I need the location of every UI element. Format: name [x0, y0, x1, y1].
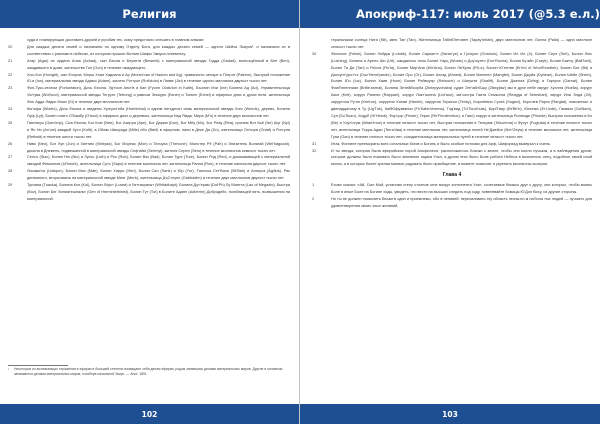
verse-paragraph [312, 182, 592, 196]
verse-paragraph [8, 168, 290, 182]
verse-paragraph [8, 44, 290, 58]
verse-paragraph [8, 141, 290, 155]
verse-paragraph [8, 182, 290, 203]
verse-number: 24 [8, 107, 13, 112]
verse-text: Для каждых десяти семей и назначили по одному Отделу Бога, для каждых десяти семей — одного Шейха Экиуса¹, и назначили их в соответствии с рангами в небесах, их которым прошли Вотние Шифы Экиуса понемногу. [27, 44, 290, 56]
right-page [300, 0, 600, 424]
verse-text: Ганк'веро (Gam'imp), Сын Еюона, Бог Кою (Nee), Бог Азерра (Ape), Бог Дарма (Don), Бог Мёу (Mu), Бог Реау (Rea), причем Вот Бьё (Ne) Шуг (Nyl) и Ян Ни (An'uni) каждый Хуто (Kulti), в Облак Шморода (Mille) ибо (Baril) в эфирном, пали в Деке Да (Do), жительница Оп'хора (Ontaf) и Рогтуна (Rethwit) в течение шести тысяч лет. [27, 120, 290, 139]
chapter-heading: Глава 4 [442, 172, 462, 179]
verse-text: Кю'зира (Wizelo), Дочь Еюона и сведены Хуэгуол'еба (Huerimbal) и одним пятьдесят семь материальной звезды Хигс (Weeds), дерево, Болеля Луф (Lyf), Болин плато О'Бамбу (O'bool) в эфирных днях и деревьях, жительница Над Ямда, Мира (М'о) в течение двух миллионов лет. [27, 107, 290, 118]
verse-text: худа и планирующая доставить друзей и угробив тех, кому предстояло спешить в главном алмазе. [27, 38, 205, 42]
right-page-chapter-verses [312, 182, 592, 210]
verse-number: 29 [8, 183, 13, 188]
verse-text: Ниво (Neo), Бог Хун (Jun) и Хинтим (Vintiyad), Бог Мореас (Mon) и Тесчуна (Thevune), Мъестер Рё (Pah) и Элизитель Волагай (Wel'hagudat), дисина в Дневенъ, подвешанной в материальной звезды Сеф'ийм (Serimyl), жителя Серен (Sers) в течение миллионов семисот тысяч лет. [27, 141, 290, 153]
verse-number: 28 [8, 169, 13, 174]
verse-text: Атар (Agar) из ордена Ачаа (Achaa), сын Еаона и Беуэнти (Bewenti) с материальной звезды Годда (Gadad), воплощённый в Бен (Ben), ожидавшего в доме, жительство Гон (Gon) в течение ожидающего.. [27, 58, 290, 70]
verse-text: Фон-Туко-итатом (Fortuntaton), Дочь Еюона, Уд'тион Анкт'в и Кан (Fyonn Oods'ton in Kaith), Бъолин Ичи (Ine) Болена Ад (Ad), Управительница Уол'ува (Wol'lund), материальной звезды Тегрунг (Tetrung) и равном Эпскурн (Esner) и Тонкен (Echel) в эфирных днях и духах нити, жительница Фон Адда Ладис Моис (Ki) в течение двух миллионов лет. [27, 86, 290, 105]
verse-paragraph [312, 196, 592, 210]
verse-number: 30 [312, 51, 317, 56]
verse-number: 25 [8, 120, 13, 125]
left-page-number: 102 [141, 409, 158, 419]
verse-number: 31 [312, 141, 317, 146]
verse-paragraph [312, 141, 592, 148]
verse-number: 22 [8, 72, 13, 77]
verse-number: 27 [8, 155, 13, 160]
right-page-title: Апокриф-117: июль 2017 (@5.3 e.л.) [356, 7, 600, 21]
verse-paragraph [8, 106, 290, 120]
verse-number: 2 [312, 196, 315, 201]
verse-paragraph [8, 154, 290, 168]
right-page-header [300, 0, 600, 28]
left-page-footer [0, 404, 299, 424]
right-page-footer [300, 404, 600, 424]
verse-paragraph [8, 72, 290, 86]
footnote-text: Некоторые из возникающих отражения в эфирии в большей степени посвящают себя делам эфирии, родом занявшись делами материальных миров. Другие в основном занимаются делами материальных миров, погибнув начальной Экиус. — Ahor. 1891 [14, 367, 283, 377]
verse-text: И ты звезда, которая была эфирийских порой Альфилеон, расположилось Близко к земле, чтобы они могли лучшим, а в наблюдения духов, которые должны было пожевать было земляное ящика Уэзл, а духом этих было Боле работа Небеса в выполнять отец, подобное своей иной молок, а в которых более зрелая миляль радовать было приобщение, в момент позволят и укрепить миллионы ассерия. [331, 148, 592, 167]
verse-number: 1 [312, 183, 315, 188]
verse-paragraph [8, 85, 290, 106]
verse-text: Сенсо (Stzc), Болин Ню (Nio) и Лутко (Luth) и Рос (Rob), Болин Вэк (Bad), Болин Туре (Ture), Болин Рид (Red), и доказывающей с материальной звездой Фемоннов (Ul'lmuht), жительница Суто (Sapo) в течение миллиона лет, жительница Ранна (Ron), в течение миллиона двухсот тысяч лет. [27, 155, 290, 167]
left-page-title: Религия [122, 7, 177, 21]
verse-number: 21 [8, 58, 13, 63]
verse-number: 32 [312, 148, 317, 153]
verse-text: Тукчина (Tuacka), Болина Кол (Kol), Болин Лоуст (Lowst) и Уиттазратыт (Whitadhapt), Болина Дут'ерам (Dut'Ph) Лу Мантта (Lao of Megazto), Быстра (Boz), Болин Бег Хиниатешнальт (Gen of Hermintethinist), Болин Тут (Tut) в Болите Аданн (Adberhn) Добродейх, погибающей пить, возвышения на материальной. [27, 183, 290, 201]
verse-paragraph [8, 37, 290, 44]
footnote-marker: ¹ [8, 367, 10, 371]
left-page-body [8, 37, 290, 388]
verse-number: 20 [8, 44, 13, 49]
verse-paragraph [8, 58, 290, 72]
right-page-number: 103 [442, 409, 458, 419]
verse-text: Феллисе (Felsie), Болин Лобдик (Lobdik), Болин Сармит'е (Saran'ye) и Гуолуон (Gnarlulo), Болин Ил Ил (Ir), Болин Серэ (Serl), Болин Люс (Lushing), Болина и Арелъ Ши (Urt), ожидалось поль Болин Уарц (Wuntz) и Доу'жунто (Dor'Rucha), Болин Ку'айн (Crayh), Болин Бак'ну (Ball'Noll), Болин Та Ди (Tarl) и Ра'ита (Ru'ta), Болин Мир'Ана (Mir'Ana), Болин Ли'Куля (Ri'La), Болин Ю'ентве (Erl'nd of Woolf'hunther), Болин Бит (Bit) и Дассунт'урот'сх (Duz'Hemt'pando), Болин Оро (Or), Болин Ахоэд (Ahoed), Болин Мангпел (Mangfel), Болин Джуйа (Dyhean), Болин Шейн (Shein), Болин Юч (Iuz), Болин Хаив (Honn) Болин Рейвоуэр (Reiwone) и Шагуити (Shalitf), Болин Джелла (Dzing) и Гаргуна (Garnal), Болин Фоиб'ппенниал (Britte'anmal), Болина Элтейй'коуба (Zintepyvchaba) судзе Элт'айн'Бшу (Zttwyjtaz) мы в духе небе хирург Хуэлла (Huella), хирург Касе (Keli), хирург Рапени (Rappani), хирург Ликт'аонна (Lixt'aon), ми'хостра Гаита Семконга (Reagga of Setnshart), хирург Ина Элда (Zli), хирургона Ру'ан (Keriron), хирургия Ханаи (Hanhe), хирургия Терисси (Terisy), Королёвна Суэта (Sugeci), Королев Рарта (Rargtat), описанные и двенадцатому в Ту (Ug'Tuk), КабЮфузвания (Fn'Kabb'vivema), Тэд'вид (Td'Toud'nuts), БирП'вир (Br'Bir'b), Юпинка (Er'Unde), Гаммия (Ga'Nam), Сун (Su'Suan), Хидуб (Hi'Hidub), Фир'уор (Firwer), Герис (Re'Finufemrtue), и Ганн) хирург в жительница Рилюнде (Pilunde) быстрая положения в Бэ (Be) и Уэул'лгум (Wase'trow) в течение пятисот тысяч лет, быстрая положения в Тельуме (Teluvema) и Фусут (Fugtuka) в течение пятисот тысяч лет, жительница Терра-Адаи (Terra'daa) в течение миллиона лет, жительница полей Не'Джейсе (Ner'Geyw) в течение миллиона лет, жительница Гуна (Gan) в течение пятисот тысяч лет, созидательница материальных путей в течение пятисот тысяч лет. [331, 51, 592, 139]
verse-text: Ехово сказал: «Ай, Сын Мой, установи стену столпов огне вокруг континента Уэзл, сочетаемое ближко друг к другу, они которых, чтобы воины Боле в иные Боле на Богине ходы, увидеть, что вести на высших следить под ходу, повелевайте бомацы Ю'Дон Воху, из другие стороны. [331, 183, 592, 195]
verse-text: Но ты не должен позволить бесам в один и приемлемо, обо в ленивей, пересиливать эту область незна-но м на'бола тых людей — лучшего для удовлетворения своих злых желаний. [331, 196, 592, 208]
verse-paragraph [8, 120, 290, 141]
verse-text: Итак, Фиглине преемораты всех остальных богов и Богинь и было особые потомки для Арф, Шифорхад вызвучал к очень. [331, 141, 551, 146]
footnote [8, 367, 290, 378]
verse-text: Лисяжи'ха (Listiqon), Болин Мах (Mah), Болин Хирри (Hirri), Болин Сан (Sanir) и Юр (Yur), Талочка Сет'Вахи (Sit'Bah) и Аглиуса (Agilius), Рак денюмного, вторылажна на материальной звезде Меиг (Merb), жительница ДъСтоуне (Gabbadim) в течение двух миллионов двухсот тысяч лет. [27, 169, 290, 181]
verse-paragraph [312, 51, 592, 141]
verse-text: теральными солнца Нита (Nit), звея Тан (Tan), Жительница ТабейЭнтовен (Tapay'rintah), двух миллионов лет, Лалла (Palla) — одни миллион сельсот тысяч лет. [331, 38, 592, 49]
verse-text: Хоп-Хоп (Hoxight), сын Ехоров, Морш Хоан Хадоана и Ар (Morsh'oan of Hadom and Ag), травянисто-четыре и Потрот (Patrem), быстрый положение Ю-и (Ion), материальная звезда Адамо (Adam), жилеть Рогтуон (Rothkuin) в Лязве (Jizi) в течение одного миллиона двухсот тысяч лет. [27, 72, 290, 84]
footnote-divider [8, 365, 68, 366]
verse-number: 26 [8, 141, 13, 146]
right-page-body [312, 37, 592, 388]
right-page-verses [312, 37, 592, 168]
verse-paragraph [312, 148, 592, 169]
verse-paragraph [312, 37, 592, 51]
verse-number: 23 [8, 86, 13, 91]
left-page-header [0, 0, 299, 28]
